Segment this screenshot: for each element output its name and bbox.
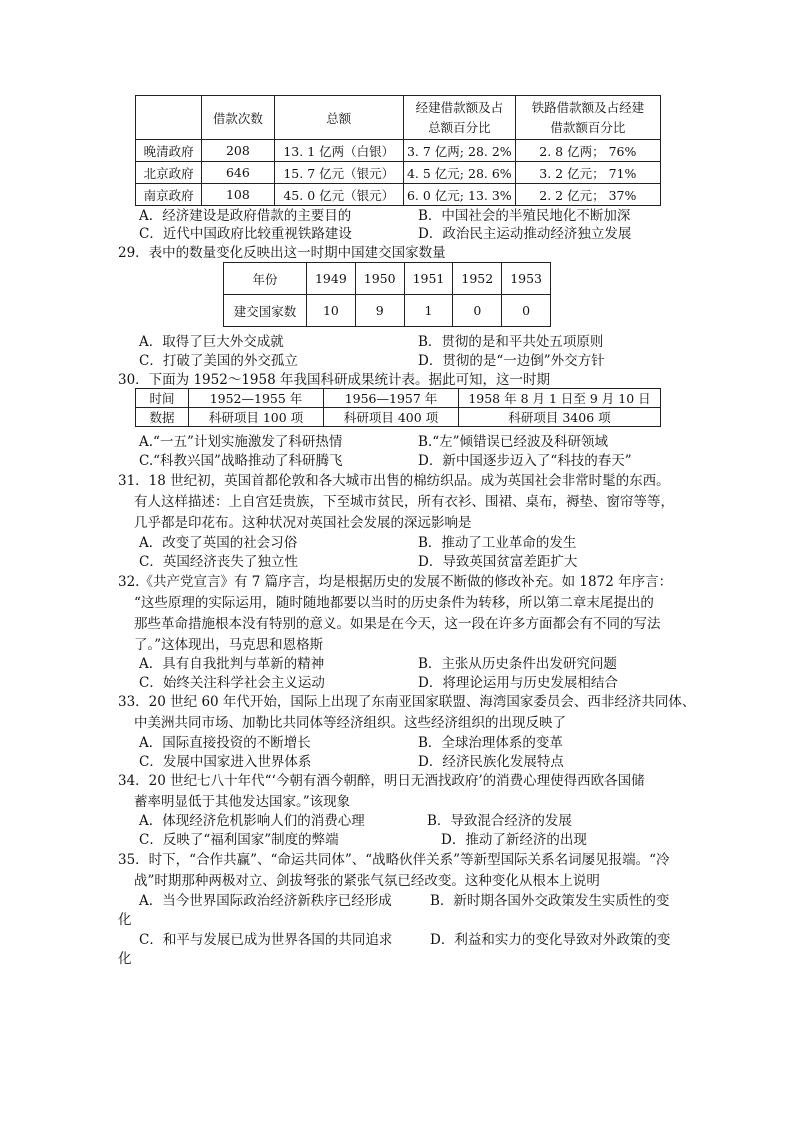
q28-option-d[interactable]: D．政治民主运动推动经济独立发展 [418,226,632,242]
table-cell: 6. 0 亿元; 13. 3% [404,184,516,206]
q32-line: 那些革命措施根本没有特别的意义。如果是在今天，这一段在许多方面都会有不同的写法 [134,616,661,632]
table-cell: 10 [307,295,356,327]
table-cell: 建交国家数 [224,295,307,327]
table-header-cell: 借款次数 [202,96,274,140]
header-line: 经建借款额及占 [415,99,504,115]
q34-option-d[interactable]: D．推动了新经济的出现 [441,832,587,848]
q31-option-d[interactable]: D．导致英国贫富差距扩大 [418,554,578,570]
q29-table [223,262,551,327]
table-header-row [136,96,661,140]
q35-option-a[interactable]: A．当今世界国际政治经济新秩序已经形成 [139,893,392,909]
q35-option-c[interactable]: C．和平与发展已成为世界各国的共同追求 [139,932,393,948]
table-cell: 1949 [307,263,356,295]
q32-option-d[interactable]: D．将理论运用与历史发展相结合 [418,675,618,691]
q34-option-b[interactable]: B．导致混合经济的发展 [427,813,572,829]
table-row [136,408,661,427]
q32-option-b[interactable]: B．主张从历史条件出发研究问题 [418,656,617,672]
q29-option-b[interactable]: B．贯彻的是和平共处五项原则 [418,334,604,350]
header-line: 铁路借款额及占经建 [531,99,645,115]
q30-option-c[interactable]: C.“科教兴国”战略推动了科研腾飞 [139,453,343,469]
table-cell: 年份 [224,263,307,295]
table-cell: 0 [453,295,502,327]
q35-option-b[interactable]: B．新时期各国外交政策发生实质性的变 [430,893,670,909]
table-row [136,140,661,162]
q34-option-c[interactable]: C．反映了“福利国家”制度的弊端 [139,832,339,848]
q35-line: 战”时期那种两极对立、剑拔弩张的紧张气氛已经改变。这种变化从根本上说明 [134,873,600,889]
table-cell: 晚清政府 [136,140,202,162]
q32-line: 了。”这体现出，马克思和恩格斯 [134,637,324,653]
q32-line: 32.《共产党宣言》有 7 篇序言，均是根据历史的发展不断做的修改补充。如 1872 年序言： [118,574,673,590]
q33-option-c[interactable]: C．发展中国家进入世界体系 [139,754,312,770]
q30-option-a[interactable]: A.“一五”计划实施激发了科研热情 [139,434,343,450]
table-cell: 0 [502,295,551,327]
table-cell: 北京政府 [136,162,202,184]
q32-option-a[interactable]: A．具有自我批判与革新的精神 [139,656,325,672]
header-line: 借款额百分比 [550,119,626,135]
q31-option-a[interactable]: A．改变了英国的社会习俗 [139,535,298,551]
q28-option-a[interactable]: A．经济建设是政府借款的主要目的 [139,208,352,224]
q31-option-b[interactable]: B．推动了工业革命的发生 [418,535,577,551]
table-cell: 1 [404,295,453,327]
q35-option-b-wrap: 化 [118,912,132,928]
q33-line: 33．20 世纪 60 年代开始，国际上出现了东南亚国家联盟、海湾国家委员会、西非经济共同体、 [118,694,696,710]
q35-line: 35．时下，“合作共赢”、“命运共同体”、“战略伙伴关系”等新型国际关系名词屡见报端。“冷 [118,852,670,868]
table-row [224,263,551,295]
table-cell: 3. 7 亿两; 28. 2% [404,140,516,162]
q33-option-d[interactable]: D．经济民族化发展特点 [418,754,564,770]
table-row [136,162,661,184]
q29-option-a[interactable]: A．取得了巨大外交成就 [139,334,284,350]
table-cell: 13. 1 亿两（白银） [274,140,403,162]
table-cell: 1951 [404,263,453,295]
q29-stem: 29．表中的数量变化反映出这一时期中国建交国家数量 [118,245,446,261]
table-cell: 646 [202,162,274,184]
table-cell: 科研项目 400 项 [324,408,459,427]
table-cell: 1952—1955 年 [189,389,324,408]
table-cell: 45. 0 亿元（银元） [274,184,403,206]
table-cell: 2. 8 亿两； 76% [515,140,660,162]
table-cell: 9 [355,295,404,327]
table-cell: 2. 2 亿元； 37% [515,184,660,206]
table-cell: 科研项目 3406 项 [459,408,661,427]
q32-option-c[interactable]: C．始终关注科学社会主义运动 [139,675,325,691]
q30-option-b[interactable]: B.“左”倾错误已经波及科研领域 [418,434,609,450]
q34-line: 34．20 世纪七八十年代“‘今朝有酒今朝醉，明日无酒找政府’的消费心理使得西欧各国储 [118,773,645,789]
q35-option-d-wrap: 化 [118,951,132,967]
table-row [136,184,661,206]
table-header-cell [515,96,660,140]
q33-line: 中美洲共同市场、加勒比共同体等经济组织。这些经济组织的出现反映了 [134,715,566,731]
q30-option-d[interactable]: D．新中国逐步迈入了“科技的春天” [418,453,632,469]
table-cell: 1952 [453,263,502,295]
table-cell: 1950 [355,263,404,295]
q28-option-c[interactable]: C．近代中国政府比较重视铁路建设 [139,226,352,242]
table-cell: 108 [202,184,274,206]
q31-line: 31．18 世纪初，英国首都伦敦和各大城市出售的棉纺织品。成为英国社会非常时髦的东西。 [118,473,670,489]
table-header-cell [404,96,516,140]
table-row [224,295,551,327]
table-cell: 208 [202,140,274,162]
table-cell: 15. 7 亿元（银元） [274,162,403,184]
q35-option-d[interactable]: D．利益和实力的变化导致对外政策的变 [430,932,671,948]
table-cell: 1953 [502,263,551,295]
q34-option-a[interactable]: A．体现经济危机影响人们的消费心理 [139,813,365,829]
table-cell: 1958 年 8 月 1 日至 9 月 10 日 [459,389,661,408]
q31-line: 几乎都是印花布。这种状况对英国社会发展的深远影响是 [134,515,472,531]
q29-option-d[interactable]: D．贯彻的是“一边倒”外交方针 [418,353,605,369]
q33-option-b[interactable]: B．全球治理体系的变革 [418,735,563,751]
table-header-cell [136,96,202,140]
table-cell: 南京政府 [136,184,202,206]
q29-option-c[interactable]: C．打破了美国的外交孤立 [139,353,298,369]
q34-line: 蓄率明显低于其他发达国家。”该现象 [134,794,351,810]
table-cell: 1956—1957 年 [324,389,459,408]
table-cell: 数据 [136,408,189,427]
q32-line: “这些原理的实际运用，随时随地都要以当时的历史条件为转移，所以第二章末尾提出的 [134,595,654,611]
q30-stem: 30．下面为 1952～1958 年我国科研成果统计表。据此可知，这一时期 [118,372,550,388]
loan-table [135,95,661,206]
q33-option-a[interactable]: A．国际直接投资的不断增长 [139,735,311,751]
header-line: 总额百分比 [428,119,491,135]
q28-option-b[interactable]: B．中国社会的半殖民地化不断加深 [418,208,631,224]
table-row [136,389,661,408]
table-cell: 科研项目 100 项 [189,408,324,427]
q31-option-c[interactable]: C．英国经济丧失了独立性 [139,554,298,570]
q30-table [135,388,661,427]
table-cell: 时间 [136,389,189,408]
table-cell: 3. 2 亿元； 71% [515,162,660,184]
table-header-cell: 总额 [274,96,403,140]
table-cell: 4. 5 亿元; 28. 6% [404,162,516,184]
q31-line: 有人这样描述：上自宫廷贵族，下至城市贫民，所有衣衫、围裙、桌布，褥垫、窗帘等等， [134,494,674,510]
